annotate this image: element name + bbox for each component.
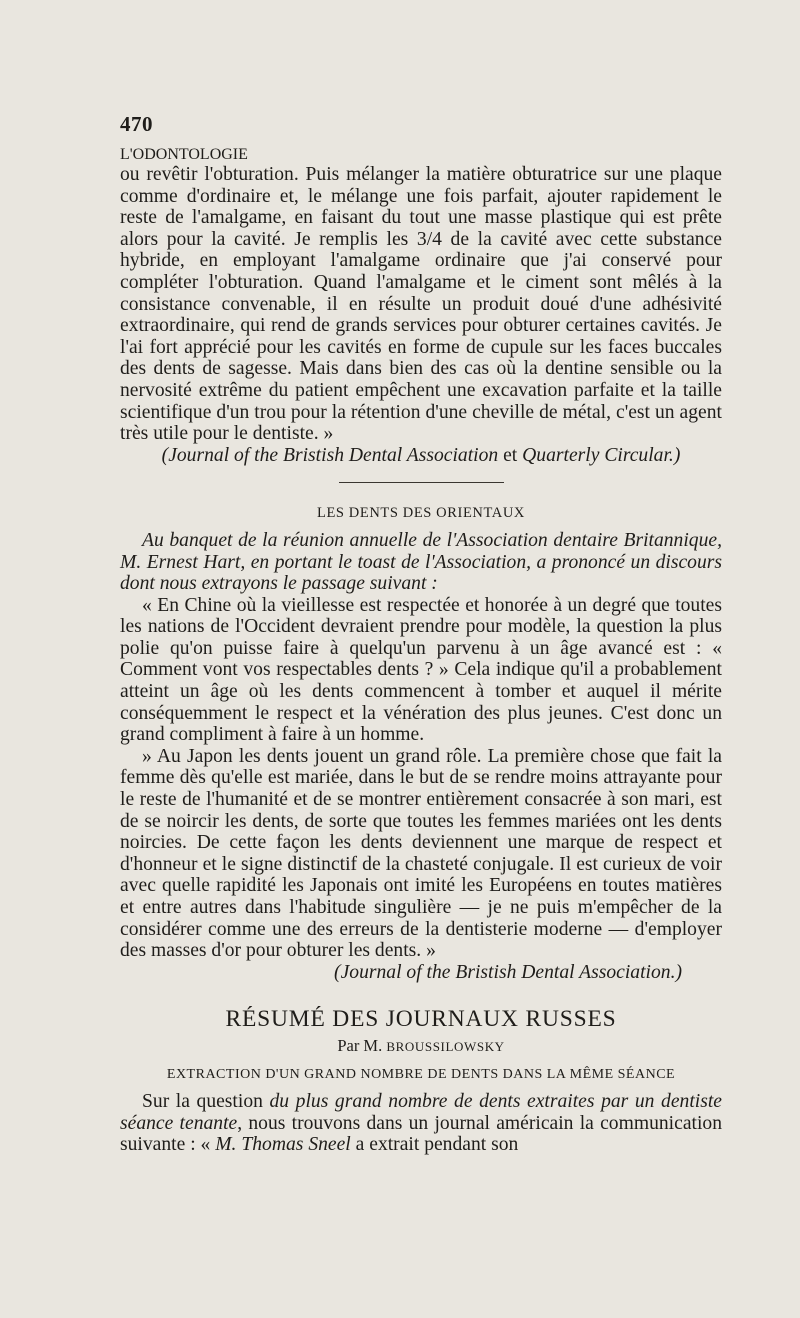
- article2-source: (Journal of the Bristish Dental Association.): [334, 961, 682, 983]
- running-title: L'ODONTOLOGIE: [120, 146, 248, 163]
- article3-paragraph: [120, 1091, 722, 1156]
- p-text-3: , nous trouvons dans un journal américain la communication suivante : «: [120, 1112, 722, 1156]
- article3-subtitle: EXTRACTION D'UN GRAND NOMBRE DE DENTS DANS LA MÊME SÉANCE: [166, 1066, 676, 1082]
- page-number: 470: [120, 112, 153, 136]
- source-close: ): [673, 444, 681, 466]
- article2-paragraph1: « En Chine où la vieillesse est respectée et honorée à un degré que toutes les nations de l'Occident devraient prendre pour modèle, la question la plus polie qu'on puisse faire à quelqu'un parvenu à un âge avancé est : « Comment vont vos respectables dents ? » Cela indique qu'il a probablement atteint un âge où les dents commencent à tomber et auquel il mérite conséquemment le respect et la vénération des plus jeunes. C'est donc un grand compliment à faire à un homme.: [120, 594, 722, 746]
- source-journal2: Quarterly Circular.: [522, 444, 674, 466]
- document-body: [120, 164, 722, 1156]
- author-prefix: Par M.: [337, 1035, 387, 1055]
- article3-title: RÉSUMÉ DES JOURNAUX RUSSES: [225, 1006, 617, 1033]
- p-text-4: M. Thomas Sneel: [215, 1134, 351, 1156]
- author-name: BROUSSILOWSKY: [386, 1038, 505, 1054]
- source-journal1: Journal of the Bristish Dental Association: [168, 444, 499, 466]
- article2-title: LES DENTS DES ORIENTAUX: [317, 505, 525, 522]
- page-header: [120, 112, 722, 146]
- article2-intro: Au banquet de la réunion annuelle de l'Association dentaire Britannique, M. Ernest Hart, en portant le toast de l'Association, a prononcé un discours dont nous extrayons le passage suivant :: [120, 529, 722, 595]
- article1-paragraph: ou revêtir l'obturation. Puis mélanger la matière obturatrice sur une plaque comme d'ordinaire et, le mélange une fois parfait, ajouter rapidement le reste de l'amalgame, en faisant du tout une masse plastique qui est prête alors pour la cavité. Je remplis les 3/4 de la cavité avec cette substance hybride, en employant l'amalgame ordinaire que j'ai conservé pour compléter l'obturation. Quand l'amalgame et le ciment sont mêlés à la consistance convenable, il en résulte un produit doué d'une adhésivité extraordinaire, qui rend de grands services pour obturer certaines cavités. Je l'ai fort apprécié pour les cavités en forme de cupule sur les faces buccales des dents de sagesse. Mais dans bien des cas où la dentine sensible ou la nervosité extrême du patient empêchent une excavation parfaite et la taille scientifique d'un trou pour la rétention d'une cheville de métal, c'est un agent très utile pour le dentiste. »: [120, 164, 722, 445]
- section-divider: [339, 482, 504, 483]
- article3-author: [120, 1035, 722, 1058]
- source-and: et: [498, 444, 523, 466]
- p-text-1: Sur la question: [142, 1091, 270, 1113]
- article1-source: [120, 445, 722, 467]
- article2-paragraph2: » Au Japon les dents jouent un grand rôle. La première chose que fait la femme dès qu'elle est mariée, dans le but de se rendre moins attrayante pour le reste de l'humanité et de se montrer entièrement consacrée à son mari, est de se noircir les dents, de sorte que toutes les femmes mariées ont les dents noircies. De cette façon les dents deviennent une marque de respect et d'honneur et le signe distinctif de la chasteté conjugale. Il est curieux de voir avec quelle rapidité les Japonais ont imité les Européens en toutes matières et entre autres dans l'habitude singulière — je ne puis m'empêcher de la considérer comme une des erreurs de la dentisterie moderne — d'employer des masses d'or pour obturer les dents. »: [120, 745, 722, 962]
- p-text-5: a extrait pendant son: [350, 1134, 519, 1156]
- source-open: (: [161, 444, 169, 466]
- p-text-2: du plus grand nombre de dents extraites par un dentiste séance tenante: [120, 1091, 722, 1134]
